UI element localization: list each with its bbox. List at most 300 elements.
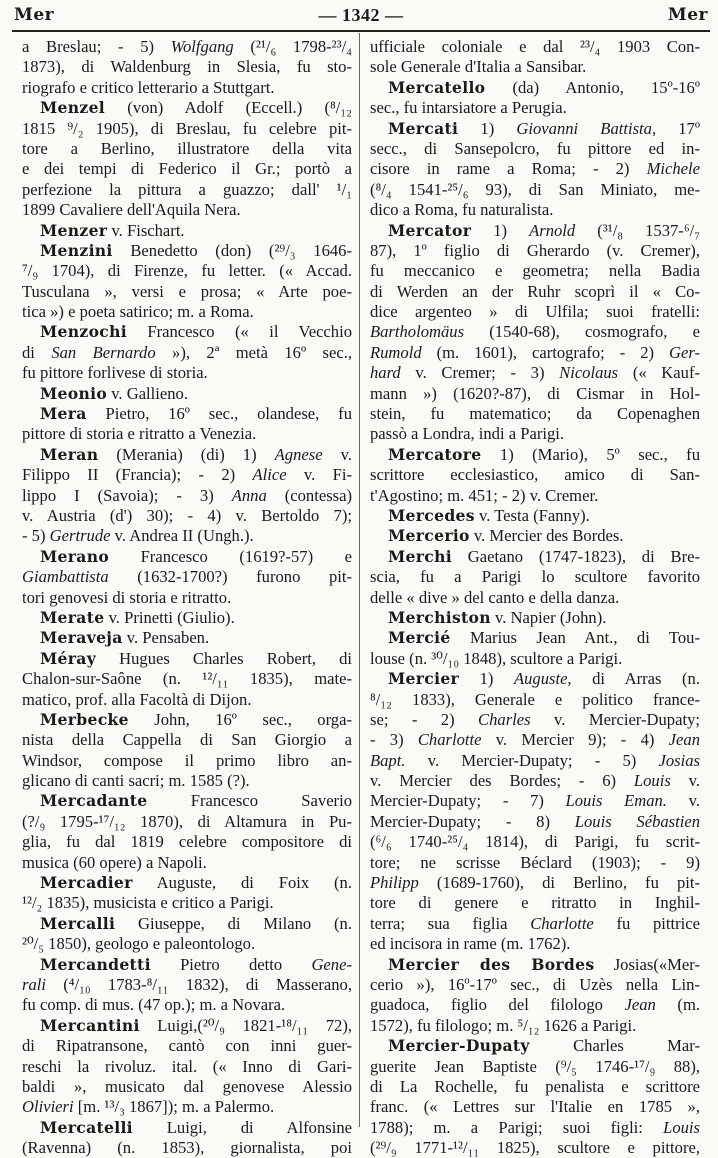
entry-text: Mercier-Dupaty; - 8): [370, 811, 575, 831]
text-line: [370, 57, 700, 77]
entry-text: terra; sua figlia: [370, 913, 531, 933]
text-line: [370, 261, 700, 281]
text-line: [22, 180, 352, 200]
entry-headword: Merchiston: [388, 607, 491, 627]
entry-text: guadoca, figlio del filologo: [370, 995, 625, 1015]
italic-name: Louis Eman.: [565, 791, 667, 811]
entry-headword: Meran: [40, 444, 99, 464]
entry-text: passò a Londra, indi a Parigi.: [370, 424, 565, 444]
text-line: [370, 934, 700, 954]
entry-text: 17º: [656, 118, 700, 138]
entry-text: scrittore ecclesiastico, amico di San-: [370, 465, 700, 485]
entry-text: v. Mercier 9); - 4): [481, 730, 669, 750]
text-line: [22, 445, 352, 465]
italic-name: Wolfgang: [170, 37, 234, 56]
text-line: [22, 608, 352, 628]
entry-text: Giuseppe, di Milano (n.: [115, 913, 352, 933]
text-line: [22, 751, 352, 771]
entry-text: Chalon-sur-Saône (n. ¹²/₁₁ 1835), mate-: [22, 669, 352, 689]
entry-text: Francesco Saverio: [147, 791, 352, 811]
entry-text: Luigi,(²⁰/₉ 1821-¹⁸/₁₁ 72),: [139, 1015, 352, 1035]
entry-text: (²¹/₆ 1798-²³/₄: [233, 37, 352, 56]
entry-text: (⁴/₁₀ 1783-⁸/₁₁ 1832), di Masserano,: [45, 974, 352, 994]
entry-text: Josias(«Mer-: [594, 954, 700, 974]
entry-text: scia, fu a Parigi lo scultore favorito: [370, 567, 700, 587]
entry-text: tica ») e poeta satirico; m. a Roma.: [22, 302, 254, 322]
entry-text: ⁸/₁₂ 1833), Generale e politico france-: [370, 689, 700, 709]
entry-text: (1689-1760), di Berlino, fu pit-: [418, 873, 700, 893]
entry-text: dice argenteo » di Ulfila; suoi fratelli:: [370, 302, 700, 322]
text-line: [370, 1077, 700, 1097]
entry-text: Pietro detto: [150, 954, 312, 974]
text-line: [370, 200, 700, 220]
entry-text: e dei tempi di Federico il Gr.; portò a: [22, 159, 352, 179]
text-line: [370, 832, 700, 852]
text-line: [22, 465, 352, 485]
text-line: [22, 98, 352, 118]
text-line: [22, 934, 352, 954]
entry-headword: Menzini: [40, 240, 113, 260]
text-line: [370, 690, 700, 710]
entry-text: di: [22, 342, 52, 362]
entry-text: (Ravenna) (n. 1853), giornalista, poi: [22, 1138, 352, 1158]
text-line: [370, 955, 700, 975]
entry-headword: Merchi: [388, 546, 452, 566]
entry-headword: Mercier: [388, 669, 460, 689]
entry-text: se; - 2): [370, 709, 479, 729]
italic-name: Arnold: [529, 220, 576, 240]
text-line: [22, 322, 352, 342]
italic-name: Louis: [633, 771, 671, 791]
entry-text: glia, fu dal 1819 celebre compositore di: [22, 832, 352, 852]
entry-text: (²⁹/₉ 1771-¹²/₁₁ 1825), scultore e pittore,: [370, 1138, 700, 1158]
entry-text: ufficiale coloniale e dal ²³/₄ 1903 Con-: [370, 37, 700, 56]
entry-headword: Menzer: [40, 220, 108, 240]
text-line: [370, 547, 700, 567]
text-line: [22, 649, 352, 669]
entry-text: v. Andrea II (Ungh.).: [110, 526, 254, 546]
entry-text: (da) Antonio, 15º-16º: [485, 77, 700, 97]
text-line: [370, 241, 700, 261]
entry-text: 87), 1º figlio di Gherardo (v. Cremer),: [370, 240, 700, 260]
text-line: [22, 1138, 352, 1158]
entry-headword: Merano: [40, 546, 110, 566]
text-line: [370, 221, 700, 241]
entry-text: fu pittrice: [593, 913, 700, 933]
text-line: [22, 384, 352, 404]
text-line: [370, 1016, 700, 1036]
text-line: [22, 282, 352, 302]
entry-text: Tusculana », versi e prosa; « Arte poe-: [22, 281, 352, 301]
text-line: [370, 159, 700, 179]
entry-text: »), 2ª metà 16º sec.,: [155, 342, 352, 362]
entry-text: Filippo II (Francia); - 2): [22, 465, 253, 485]
text-line: [370, 506, 700, 526]
italic-name: Anna: [231, 485, 267, 505]
entry-text: 1): [458, 118, 517, 138]
text-line: [22, 812, 352, 832]
entry-text: sec., fu intarsiatore a Perugia.: [370, 98, 567, 118]
text-line: [370, 649, 700, 669]
entry-text: v.: [666, 791, 700, 811]
entry-text: (« Kauf-: [618, 363, 700, 383]
entry-text: ²⁰/₅ 1850), geologo e paleontologo.: [22, 934, 256, 954]
text-line: [22, 1036, 352, 1056]
entry-text: Pietro, 16º sec., olandese, fu: [86, 404, 352, 424]
italic-name: Bapt.: [370, 750, 406, 770]
entry-text: ed incisora in rame (m. 1762).: [370, 934, 571, 954]
text-line: [22, 1097, 352, 1117]
italic-name: rali: [22, 974, 46, 994]
text-line: [370, 975, 700, 995]
entry-text: v. Mercier-Dupaty; - 5): [405, 750, 659, 770]
entry-headword: Mercalli: [40, 913, 116, 933]
entry-text: baldi », musicato dal genovese Alessio: [22, 1076, 352, 1096]
entry-text: v. Austria (d') 30); - 4) v. Bertoldo 7);: [22, 505, 352, 525]
text-line: [370, 588, 700, 608]
entry-text: 1) (Mario), 5º sec., fu: [481, 444, 700, 464]
text-line: [22, 200, 352, 220]
text-line: [22, 302, 352, 322]
entry-headword: Meraveja: [40, 628, 123, 648]
text-line: [22, 37, 352, 57]
entry-text: tore di genere e ritratto in Inghil-: [370, 893, 700, 913]
entry-text: v. Fischart.: [107, 220, 185, 240]
text-line: [22, 628, 352, 648]
entry-text: 1873), di Waldenburg in Slesia, fu sto-: [22, 57, 352, 77]
entry-text: tori genovesi di storia e ritratto.: [22, 587, 232, 607]
entry-text: v.: [670, 771, 700, 791]
entry-headword: Mercantini: [40, 1015, 140, 1035]
text-line: [370, 139, 700, 159]
header-right-keyword: Mer: [667, 5, 708, 25]
entry-text: glicano di canti sacri; m. 1585 (?).: [22, 771, 250, 791]
entry-text: fu meccanico e geometra; nella Badia: [370, 261, 700, 281]
entry-text: (1632-1700?) furono pit-: [108, 567, 352, 587]
entry-text: di Werden an der Ruhr scoprì il « Co-: [370, 281, 700, 301]
text-line: [370, 1036, 700, 1056]
italic-name: Ger-: [669, 342, 700, 362]
entry-headword: Mercadier: [40, 873, 133, 893]
entry-headword: Menzel: [40, 98, 106, 118]
entry-headword: Mercati: [388, 118, 459, 138]
text-line: [370, 424, 700, 444]
italic-name: hard: [370, 363, 401, 383]
text-line: [22, 526, 352, 546]
text-line: [22, 873, 352, 893]
text-line: [22, 995, 352, 1015]
text-line: [22, 139, 352, 159]
italic-name: Charlotte: [530, 913, 594, 933]
entry-text: franc. (« Lettres sur l'Italie en 1785 »,: [370, 1097, 700, 1117]
text-line: [370, 812, 700, 832]
italic-name: Alice: [252, 465, 287, 485]
text-line: [22, 690, 352, 710]
entry-text: Mercier-Dupaty; - 7): [370, 791, 566, 811]
text-line: [22, 506, 352, 526]
entry-text: (m.: [655, 995, 700, 1015]
entry-text: dico a Roma, fu naturalista.: [370, 200, 554, 220]
entry-text: guerite Jean Baptiste (⁹/₅ 1746-¹⁷/₉ 88),: [370, 1056, 700, 1076]
text-line: [370, 791, 700, 811]
entry-headword: Merate: [40, 607, 105, 627]
text-line: [22, 221, 352, 241]
text-line: [370, 873, 700, 893]
entry-text: v. Pensaben.: [122, 628, 210, 648]
entry-text: v.: [322, 444, 352, 464]
text-line: [370, 282, 700, 302]
entry-headword: Mera: [40, 404, 87, 424]
text-line: [370, 710, 700, 730]
italic-name: Giovanni Battista,: [516, 118, 657, 138]
text-line: [370, 486, 700, 506]
entry-text: 1899 Cavaliere dell'Aquila Nera.: [22, 200, 241, 220]
text-line: [370, 1057, 700, 1077]
text-line: [370, 608, 700, 628]
text-line: [22, 1057, 352, 1077]
entry-text: v. Cremer; - 3): [400, 363, 560, 383]
entry-text: v. Prinetti (Giulio).: [104, 607, 235, 627]
page-number: — 1342 —: [318, 4, 404, 25]
entry-text: reschi la rivoluz. ital. (« Inno di Gari-: [22, 1056, 352, 1076]
text-line: [22, 57, 352, 77]
entry-text: (Merania) (di) 1): [98, 444, 275, 464]
header-left-keyword: Mer: [14, 5, 55, 25]
text-line: [370, 914, 700, 934]
text-line: [22, 486, 352, 506]
italic-name: Gertrude: [49, 526, 111, 546]
text-line: [370, 669, 700, 689]
entry-text: di Arras (n.: [571, 669, 700, 689]
entry-text: - 5): [22, 526, 50, 546]
text-line: [370, 384, 700, 404]
entry-text: fu comp. di mus. (47 op.); m. a Novara.: [22, 995, 286, 1015]
italic-name: Louis: [663, 1117, 700, 1137]
text-line: [370, 751, 700, 771]
entry-text: perfezione la pittura a guazzo; dall' ¹/₁: [22, 179, 352, 199]
italic-name: Rumold: [370, 342, 422, 362]
italic-name: Nicolaus: [559, 363, 619, 383]
entry-text: secc., di Sansepolcro, fu pittore ed in-: [370, 138, 700, 158]
text-line: [370, 322, 700, 342]
italic-name: Louis Sébastien: [574, 811, 700, 831]
italic-name: Jean: [624, 995, 656, 1015]
text-line: [370, 893, 700, 913]
text-line: [370, 1118, 700, 1138]
entry-text: v. Mercier-Dupaty;: [530, 709, 700, 729]
text-line: [22, 588, 352, 608]
entry-text: Windsor, compose il primo libro an-: [22, 750, 352, 770]
entry-headword: Mercedes: [388, 505, 475, 525]
entry-text: v. Mercier des Bordes; - 6): [370, 771, 634, 791]
italic-name: San Bernardo: [51, 342, 156, 362]
text-line: [370, 995, 700, 1015]
text-line: [22, 669, 352, 689]
text-line: [22, 261, 352, 281]
italic-name: Philipp: [370, 873, 419, 893]
entry-text: a Breslau; - 5): [22, 37, 171, 56]
entry-text: mann ») (1620?-87), di Cismar in Hol-: [370, 383, 700, 403]
text-line: [22, 893, 352, 913]
entry-text: sole Generale d'Italia a Sansibar.: [370, 57, 587, 77]
entry-headword: Mercerio: [388, 526, 470, 546]
entry-text: Luigi, di Alfonsine: [132, 1117, 352, 1137]
entry-text: Auguste, di Foix (n.: [132, 873, 352, 893]
italic-name: Charles: [478, 709, 531, 729]
right-column: [370, 37, 700, 1158]
entry-text: riografo e critico letterario a Stuttgart.: [22, 77, 275, 97]
entry-text: - 3): [370, 730, 418, 750]
text-line: [370, 119, 700, 139]
entry-text: Benedetto (don) (²⁹/₃ 1646-: [112, 240, 352, 260]
text-line: [22, 1118, 352, 1138]
entry-text: cisore in rame a Roma; - 2): [370, 159, 647, 179]
entry-text: tore; ne scrisse Béclard (1903); - 9): [370, 852, 700, 872]
text-line: [22, 159, 352, 179]
text-line: [370, 180, 700, 200]
entry-text: John, 16º sec., orga-: [128, 709, 352, 729]
entry-headword: Mercatello: [388, 77, 486, 97]
entry-headword: Mercier des Bordes: [388, 954, 595, 974]
italic-name: Josias: [658, 750, 700, 770]
text-line: [370, 853, 700, 873]
entry-text: musica (60 opere) a Napoli.: [22, 852, 207, 872]
entry-text: louse (n. ³⁰/₁₀ 1848), scultore a Parigi.: [370, 648, 623, 668]
text-line: [22, 771, 352, 791]
entry-text: nista della Cappella di San Giorgio a: [22, 730, 352, 750]
entry-text: di Ripatransone, cantò con inni guer-: [22, 1036, 352, 1056]
entry-text: (1540-68), cosmografo, e: [464, 322, 700, 342]
italic-name: Gene-: [311, 954, 352, 974]
entry-text: v. Mercier des Bordes.: [469, 526, 624, 546]
text-line: [370, 302, 700, 322]
entry-text: Francesco (« il Vecchio: [126, 322, 352, 342]
entry-text: 1): [459, 669, 514, 689]
italic-name: Olivieri: [22, 1097, 74, 1117]
entry-text: 1572), fu filologo; m. ⁵/₁₂ 1626 a Parigi.: [370, 1015, 637, 1035]
entry-text: v. Fi-: [286, 465, 352, 485]
entry-text: ¹²/₂ 1835), musicista e critico a Parigi.: [22, 893, 274, 913]
text-line: [22, 730, 352, 750]
text-line: [22, 975, 352, 995]
entry-text: pittore di storia e ritratto a Venezia.: [22, 424, 257, 444]
text-line: [370, 465, 700, 485]
text-line: [22, 404, 352, 424]
left-column: [22, 37, 352, 1158]
text-line: [370, 37, 700, 57]
text-line: [22, 363, 352, 383]
entry-text: 1): [471, 220, 530, 240]
entry-text: 1815 ⁹/₂ 1905), di Breslau, fu celebre pit-: [22, 118, 352, 138]
entry-text: t'Agostino; m. 451; - 2) v. Cremer.: [370, 485, 599, 505]
entry-text: Gaetano (1747-1823), di Bre-: [451, 546, 700, 566]
text-line: [370, 98, 700, 118]
text-line: [370, 567, 700, 587]
text-line: [22, 547, 352, 567]
text-line: [370, 363, 700, 383]
text-line: [22, 1077, 352, 1097]
entry-text: matico, prof. alla Facoltà di Dijon.: [22, 689, 252, 709]
entry-text: v. Testa (Fanny).: [474, 505, 590, 525]
text-line: [370, 730, 700, 750]
italic-name: Auguste,: [513, 669, 572, 689]
text-line: [370, 445, 700, 465]
entry-text: (⁸/₄ 1541-²⁵/₆ 93), di San Miniato, me-: [370, 179, 700, 199]
entry-headword: Mercator: [388, 220, 472, 240]
entry-text: Charles Mar-: [529, 1036, 700, 1056]
entry-headword: Mercandetti: [40, 954, 151, 974]
text-line: [370, 1138, 700, 1158]
italic-name: Bartholomäus: [370, 322, 465, 342]
entry-text: Hugues Charles Robert, di: [96, 648, 352, 668]
italic-name: Giambattista: [22, 567, 109, 587]
text-line: [370, 343, 700, 363]
column-divider: [359, 33, 360, 1127]
text-line: [22, 832, 352, 852]
italic-name: Jean: [668, 730, 700, 750]
entry-text: (?/₉ 1795-¹⁷/₁₂ 1870), di Altamura in Pu-: [22, 811, 352, 831]
text-line: [22, 119, 352, 139]
entry-headword: Mercadante: [40, 791, 148, 811]
text-line: [22, 853, 352, 873]
entry-text: Francesco (1619?-57) e: [109, 546, 352, 566]
text-line: [22, 710, 352, 730]
entry-text: [m. ¹³/₃ 1867]); m. a Palermo.: [73, 1097, 275, 1117]
entry-text: stein, fu matematico; da Copenaghen: [370, 404, 700, 424]
text-line: [22, 955, 352, 975]
entry-headword: Méray: [40, 648, 97, 668]
entry-text: ⁷/₉ 1704), di Firenze, fu letter. (« Accad.: [22, 261, 352, 281]
entry-text: 1788); m. a Parigi; suoi figli:: [370, 1117, 664, 1137]
text-line: [22, 424, 352, 444]
entry-headword: Mercatore: [388, 444, 482, 464]
entry-text: cerio »), 16º-17º sec., di Uzès nella Lin-: [370, 974, 700, 994]
text-line: [22, 914, 352, 934]
italic-name: Agnese: [274, 444, 323, 464]
text-line: [370, 78, 700, 98]
text-line: [22, 241, 352, 261]
entry-text: tore a Berlino, illustratore della vita: [22, 138, 352, 158]
entry-text: Marius Jean Ant., di Tou-: [450, 628, 700, 648]
entry-text: (von) Adolf (Eccell.) (⁸/₁₂: [105, 98, 352, 118]
entry-headword: Mercié: [388, 628, 451, 648]
entry-text: v. Napier (John).: [490, 607, 607, 627]
text-line: [370, 404, 700, 424]
text-line: [370, 526, 700, 546]
text-line: [22, 791, 352, 811]
entry-headword: Meonio: [40, 383, 108, 403]
text-line: [22, 78, 352, 98]
entry-text: v. Gallieno.: [107, 383, 188, 403]
entry-headword: Mercier-Dupaty: [388, 1036, 530, 1056]
entry-text: di La Rochelle, fu penalista e scrittore: [370, 1076, 700, 1096]
text-line: [370, 1097, 700, 1117]
entry-headword: Mercatelli: [40, 1117, 133, 1137]
running-header: [14, 2, 708, 28]
entry-headword: Merbecke: [40, 709, 129, 729]
entry-text: (⁶/₆ 1740-²⁵/₄ 1814), di Parigi, fu scrit-: [370, 832, 700, 852]
text-line: [370, 628, 700, 648]
text-line: [370, 771, 700, 791]
header-rule: [12, 30, 710, 32]
italic-name: Michele: [646, 159, 700, 179]
entry-text: (³¹/₈ 1537-⁶/₇: [575, 220, 700, 240]
entry-text: lippo I (Savoia); - 3): [22, 485, 232, 505]
entry-text: delle « dive » del canto e della danza.: [370, 587, 620, 607]
entry-text: (contessa): [266, 485, 352, 505]
text-line: [22, 567, 352, 587]
italic-name: Charlotte: [417, 730, 482, 750]
